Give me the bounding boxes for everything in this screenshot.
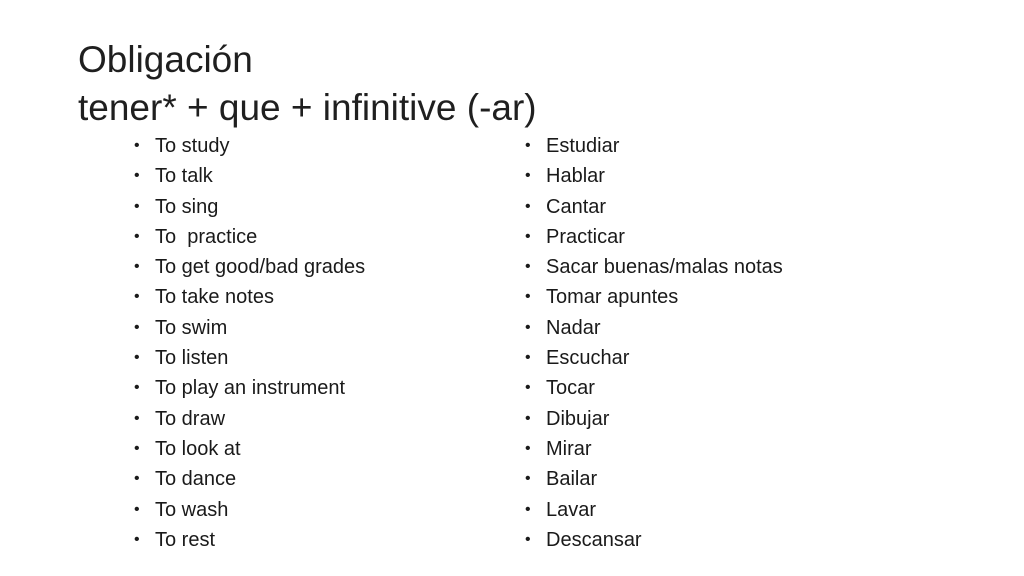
english-verb-item (134, 343, 365, 373)
spanish-verb-item (525, 252, 783, 282)
bullet-icon: • (525, 379, 531, 397)
bullet-icon: • (525, 288, 531, 306)
bullet-icon: • (134, 258, 140, 276)
spanish-verb-item-text: Descansar (546, 528, 642, 551)
spanish-verb-item-text: Hablar (546, 165, 605, 188)
spanish-verb-item (525, 373, 783, 403)
english-verb-item-text: To dance (155, 468, 237, 491)
spanish-verb-item (525, 222, 783, 252)
english-verb-item-text: To swim (155, 316, 228, 339)
bullet-icon: • (525, 137, 531, 154)
spanish-verb-item-text: Bailar (546, 468, 598, 491)
slide-title (78, 36, 537, 132)
bullet-icon: • (134, 530, 140, 548)
english-verb-item-text: To sing (155, 195, 219, 218)
bullet-icon: • (134, 137, 140, 154)
spanish-verb-item-text: Estudiar (546, 135, 620, 157)
spanish-verb-item (525, 282, 783, 312)
bullet-icon: • (525, 258, 531, 276)
english-verb-item-text: To study (155, 135, 230, 157)
spanish-verb-item (525, 131, 783, 161)
english-verb-item-text: To practice (155, 225, 258, 248)
english-verb-item (134, 161, 365, 191)
english-verb-item-text: To look at (155, 437, 241, 460)
bullet-icon: • (525, 409, 531, 427)
bullet-icon: • (134, 197, 140, 215)
spanish-verb-item (525, 343, 783, 373)
bullet-icon: • (134, 379, 140, 397)
bullet-icon: • (525, 318, 531, 336)
bullet-icon: • (134, 409, 140, 427)
english-verb-item-text: To listen (155, 347, 229, 370)
english-verb-item (134, 373, 365, 403)
bullet-icon: • (525, 530, 531, 548)
english-verb-item-text: To wash (155, 498, 229, 521)
spanish-verb-list (525, 131, 783, 555)
english-verb-item-text: To rest (155, 528, 216, 551)
spanish-verb-item-text: Dibujar (546, 407, 610, 430)
bullet-icon: • (525, 439, 531, 457)
english-verb-item-text: To play an instrument (155, 377, 346, 400)
spanish-verb-item-text: Tocar (546, 377, 595, 400)
spanish-verb-item-text: Sacar buenas/malas notas (546, 256, 783, 279)
spanish-verb-item (525, 434, 783, 464)
english-verb-item (134, 434, 365, 464)
spanish-verb-item (525, 525, 783, 555)
english-verb-item (134, 222, 365, 252)
english-verb-list (134, 131, 365, 555)
title-line-2: tener* + que + infinitive (-ar) (78, 87, 537, 128)
spanish-verb-item (525, 192, 783, 222)
english-verb-item (134, 313, 365, 343)
spanish-verb-item-text: Escuchar (546, 347, 630, 370)
bullet-icon: • (134, 470, 140, 488)
english-verb-item (134, 192, 365, 222)
english-verb-item (134, 525, 365, 555)
bullet-icon: • (525, 167, 531, 185)
english-verb-item (134, 404, 365, 434)
bullet-icon: • (134, 349, 140, 367)
bullet-icon: • (134, 227, 140, 245)
english-verb-item-text: To talk (155, 165, 213, 188)
bullet-icon: • (134, 288, 140, 306)
spanish-verb-item-text: Nadar (546, 316, 601, 339)
bullet-icon: • (525, 470, 531, 488)
spanish-verb-item (525, 464, 783, 494)
bullet-icon: • (134, 318, 140, 336)
spanish-verb-item-text: Mirar (546, 437, 592, 460)
bullet-icon: • (134, 439, 140, 457)
title-line-1: Obligación (78, 39, 253, 80)
spanish-verb-item-text: Lavar (546, 498, 597, 521)
english-verb-item (134, 131, 365, 161)
spanish-verb-item (525, 161, 783, 191)
spanish-verb-item-text: Cantar (546, 195, 607, 218)
english-verb-item (134, 464, 365, 494)
spanish-verb-item-text: Practicar (546, 225, 625, 248)
bullet-icon: • (525, 197, 531, 215)
english-verb-item (134, 495, 365, 525)
spanish-verb-item-text: Tomar apuntes (546, 286, 679, 309)
bullet-icon: • (525, 349, 531, 367)
english-verb-item-text: To get good/bad grades (155, 256, 366, 279)
bullet-icon: • (134, 167, 140, 185)
english-verb-item (134, 252, 365, 282)
bullet-icon: • (525, 500, 531, 518)
bullet-icon: • (134, 500, 140, 518)
english-verb-item (134, 282, 365, 312)
spanish-verb-item (525, 313, 783, 343)
english-verb-item-text: To take notes (155, 286, 274, 309)
spanish-verb-item (525, 404, 783, 434)
english-verb-item-text: To draw (155, 407, 226, 430)
spanish-verb-item (525, 495, 783, 525)
bullet-icon: • (525, 227, 531, 245)
